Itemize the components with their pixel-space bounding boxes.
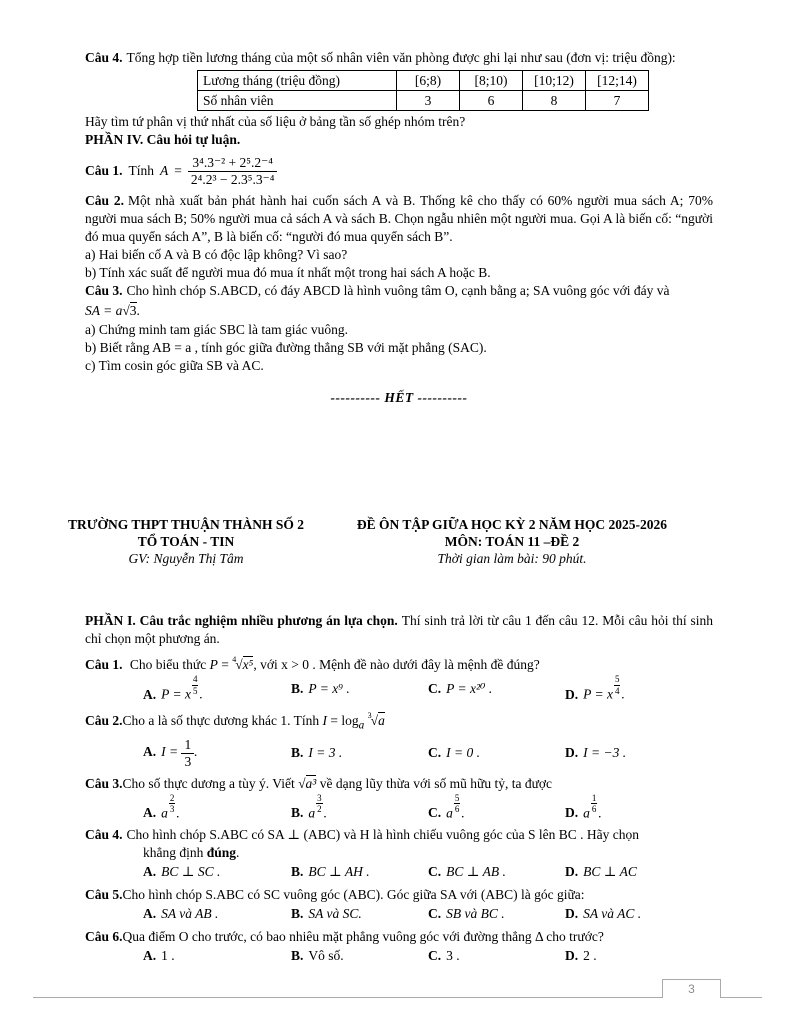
table-cell: [10;12) <box>523 71 586 91</box>
question-text: Tính <box>128 163 155 179</box>
option-d <box>565 744 713 762</box>
option-value: SA và SC. <box>308 906 362 922</box>
question-text: Cho a là số thực dương khác 1. Tính <box>122 713 320 728</box>
question-text: Qua điểm O cho trước, có bao nhiêu mặt phẳng vuông góc với đường thẳng Δ cho trước? <box>122 928 604 944</box>
frequency-table <box>197 70 649 111</box>
option-a <box>143 863 291 881</box>
option-label: D. <box>565 745 579 761</box>
table-cell: 7 <box>586 91 649 111</box>
option-value: Vô số. <box>308 948 344 964</box>
radical-index: 4 <box>232 655 237 664</box>
question-text: Tổng hợp tiền lương tháng của một số nhân viên văn phòng được ghi lại như sau (đơn vị: triệu đồng): <box>126 50 676 65</box>
option-label: C. <box>428 948 442 964</box>
math-variable: I <box>322 713 328 728</box>
period: . <box>136 303 140 319</box>
option-a <box>143 905 291 923</box>
option-c <box>428 947 565 965</box>
option-c <box>428 793 565 822</box>
option-d <box>565 674 713 703</box>
question-label: Câu 4. <box>85 50 123 65</box>
option-value: BC ⊥ AC <box>583 864 637 880</box>
period: . <box>236 844 240 860</box>
page-number: 3 <box>662 979 721 998</box>
option-label: A. <box>143 906 157 922</box>
question-label: Câu 3. <box>85 283 123 299</box>
question-text: Cho hình chóp S.ABCD, có đáy ABCD là hình vuông tâm O, cạnh bằng a; SA vuông góc với đáy và <box>126 283 670 299</box>
school-name: TRƯỜNG THPT THUẬN THÀNH SỐ 2 <box>68 517 304 532</box>
fraction-denominator: 4 <box>614 685 620 696</box>
question-label: Câu 1. <box>85 163 123 179</box>
section-phan-i <box>85 612 713 967</box>
square-root <box>122 302 136 318</box>
option-label: D. <box>565 686 579 702</box>
math-expression: SA = a <box>85 303 123 319</box>
option-value: BC ⊥ SC . <box>161 864 221 880</box>
exponent-fraction <box>614 674 621 696</box>
option-suffix: . <box>323 805 328 821</box>
heading-rest: Thí sinh trả lời từ câu 1 đến câu 12. Mỗi câu hỏi thí sinh chỉ chọn một phương án. <box>85 613 713 646</box>
option-label: D. <box>565 948 579 964</box>
fourth-root <box>232 657 253 672</box>
option-label: D. <box>565 805 579 821</box>
option-label: A. <box>143 686 157 702</box>
question-label: Câu 5. <box>85 886 123 902</box>
question-text: về dạng lũy thừa với số mũ hữu tỷ, ta được <box>319 775 553 791</box>
log-base: a <box>358 719 365 732</box>
fraction-numerator: 4 <box>192 674 198 685</box>
option-label: D. <box>565 906 579 922</box>
mc-question-4 <box>85 826 713 844</box>
exponent-fraction <box>591 793 598 815</box>
exam-title-block <box>306 516 718 567</box>
radicand: a <box>378 713 385 728</box>
tu-luan-cau3-c: c) Tìm cosin góc giữa SB và AC. <box>85 358 264 374</box>
table-cell: [8;10) <box>460 71 523 91</box>
question-label: Câu 6. <box>85 928 123 944</box>
tu-luan-cau2-a: a) Hai biến cố A và B có độc lập không? Vì sao? <box>85 247 348 263</box>
option-value: a <box>308 805 316 821</box>
exponent-fraction <box>454 793 461 815</box>
option-label: B. <box>291 948 304 964</box>
math-fraction <box>181 737 194 769</box>
option-value: P = x <box>161 686 191 702</box>
cube-root <box>368 713 385 728</box>
exponent-fraction <box>169 793 176 815</box>
option-a <box>143 947 291 965</box>
math-variable: P <box>209 657 218 672</box>
question-text: Cho số thực dương a tùy ý. Viết <box>122 775 295 791</box>
option-value: P = x <box>583 686 613 702</box>
option-b <box>291 744 428 762</box>
option-d <box>565 793 713 822</box>
question-cau4-thongke <box>85 49 713 67</box>
option-b <box>291 905 428 923</box>
school-block <box>40 516 332 567</box>
option-label: B. <box>291 864 304 880</box>
question-label: Câu 4. <box>85 826 123 842</box>
fraction-numerator: 1 <box>181 737 194 754</box>
tu-luan-cau2-b: b) Tính xác suất để người mua đó mua ít nhất một trong hai sách A hoặc B. <box>85 265 491 281</box>
mc-question-4-cont <box>85 844 713 862</box>
footer-divider <box>33 997 762 998</box>
mc-options-1 <box>85 674 713 704</box>
question-text: Cho hình chóp S.ABC có SC vuông góc (ABC). Góc giữa SA với (ABC) là góc giữa: <box>122 886 585 902</box>
log-operator: = log <box>330 713 359 728</box>
option-c <box>428 744 565 762</box>
mc-options-3 <box>85 793 713 823</box>
fraction-numerator: 5 <box>614 674 620 685</box>
option-label: B. <box>291 745 304 761</box>
option-b <box>291 947 428 965</box>
fraction-denominator: 5 <box>192 685 198 696</box>
equals-sign: = <box>174 163 182 179</box>
option-suffix: . <box>176 805 180 821</box>
option-d <box>565 905 713 923</box>
tu-luan-cau3-a: a) Chứng minh tam giác SBC là tam giác vuông. <box>85 322 349 338</box>
radicand: 3 <box>129 303 137 319</box>
option-label: A. <box>143 805 157 821</box>
fraction-numerator: 3⁴.3⁻² + 2⁵.2⁻⁴ <box>188 155 278 172</box>
radicand: a³ <box>305 775 317 791</box>
tu-luan-cau3-b: b) Biết rằng AB = a , tính góc giữa đường thẳng SB với mặt phẳng (SAC). <box>85 340 487 356</box>
fraction-numerator: 3 <box>317 793 322 804</box>
mc-options-6 <box>85 946 713 967</box>
table-cell: 8 <box>523 91 586 111</box>
option-label: B. <box>291 906 304 922</box>
math-fraction <box>188 155 278 187</box>
option-label: C. <box>428 745 442 761</box>
mc-question-1 <box>85 651 713 674</box>
fraction-numerator: 1 <box>591 793 597 804</box>
option-value: 1 . <box>161 948 175 964</box>
fraction-denominator: 2 <box>317 804 322 815</box>
option-label: C. <box>428 681 442 696</box>
table-cell: Số nhân viên <box>198 91 397 111</box>
option-label: A. <box>143 744 157 760</box>
exam-duration: Thời gian làm bài: 90 phút. <box>437 551 587 566</box>
option-b <box>291 793 428 822</box>
tu-luan-cau1 <box>85 155 713 187</box>
table-cell: 3 <box>397 91 460 111</box>
option-value: 3 . <box>446 948 460 964</box>
option-suffix: . <box>621 686 625 702</box>
question-text: Một nhà xuất bản phát hành hai cuốn sách A và B. Thống kê cho thấy có 60% người mua sách A; 70% người mua sách B; 50% người mua cả sách A và sách B. Chọn ngẫu nhiên một người mua. Gọi A là biến cố: “người đó mua quyển sách A”, B là biến cố: “người đó mua quyển sách B”. <box>85 193 713 245</box>
mc-question-5 <box>85 886 713 904</box>
option-value: I = <box>161 744 179 760</box>
option-b <box>291 680 428 698</box>
mc-question-3 <box>85 775 713 793</box>
question-cau4-prompt: Hãy tìm tứ phân vị thứ nhất của số liệu ở bảng tần số ghép nhóm trên? <box>85 114 466 129</box>
radical-sign: √ <box>298 775 306 791</box>
question-text: Cho hình chóp S.ABC có SA ⊥ (ABC) và H là hình chiếu vuông góc của S lên BC . Hãy chọn <box>126 826 640 842</box>
table-cell: Lương tháng (triệu đồng) <box>198 71 397 91</box>
option-value: BC ⊥ AH . <box>308 864 370 880</box>
department-name: TỔ TOÁN - TIN <box>137 534 235 549</box>
phan-i-heading <box>85 612 713 648</box>
option-label: B. <box>291 681 304 696</box>
option-suffix: . <box>598 805 602 821</box>
heading-bold: PHẦN I. Câu trắc nghiệm nhiều phương án lựa chọn. <box>85 613 398 628</box>
option-d <box>565 947 713 965</box>
question-text: khẳng định <box>143 844 204 860</box>
table-cell: 6 <box>460 91 523 111</box>
math-variable: A <box>160 163 169 179</box>
emphasized-word: đúng <box>206 844 237 860</box>
option-value: BC ⊥ AB . <box>446 864 506 880</box>
question-label: Câu 2. <box>85 193 124 209</box>
option-value: I = 0 . <box>446 745 480 761</box>
option-label: A. <box>143 864 157 880</box>
exponent-fraction <box>192 674 199 696</box>
option-value: a <box>446 805 453 821</box>
option-label: A. <box>143 948 157 964</box>
exam-subject: MÔN: TOÁN 11 –ĐỀ 2 <box>444 534 580 549</box>
option-label: D. <box>565 864 579 880</box>
option-value: a <box>161 805 168 821</box>
option-c <box>428 905 565 923</box>
option-a <box>143 674 291 703</box>
teacher-name: GV: Nguyễn Thị Tâm <box>128 551 244 566</box>
question-label: Câu 3. <box>85 775 123 791</box>
option-value: SA và AC . <box>583 906 642 922</box>
fraction-denominator: 6 <box>454 804 460 815</box>
option-suffix: . <box>199 686 203 702</box>
option-value: a <box>583 805 590 821</box>
table-cell: [6;8) <box>397 71 460 91</box>
option-c <box>428 863 565 881</box>
question-text: , với x > 0 . Mệnh đề nào dưới đây là mệnh đề đúng? <box>253 657 540 672</box>
option-a <box>143 737 291 769</box>
option-value: SB và BC . <box>446 906 505 922</box>
option-suffix: . <box>194 744 198 760</box>
question-text: Cho biểu thức <box>129 657 207 672</box>
end-marker: ---------- HẾT ---------- <box>330 390 468 406</box>
mc-options-2 <box>85 735 713 772</box>
radical-sign: √ <box>235 657 243 672</box>
option-value: I = 3 . <box>308 745 343 761</box>
option-value: I = −3 . <box>583 745 627 761</box>
question-label: Câu 2. <box>85 713 123 728</box>
fraction-denominator: 3 <box>184 753 192 769</box>
option-d <box>565 863 713 881</box>
option-label: C. <box>428 864 442 880</box>
fraction-denominator: 6 <box>591 804 597 815</box>
option-value: SA và AB . <box>161 906 219 922</box>
exam-title: ĐỀ ÔN TẬP GIỮA HỌC KỲ 2 NĂM HỌC 2025-2026 <box>356 517 668 532</box>
square-root <box>298 775 316 791</box>
fraction-numerator: 2 <box>169 793 175 804</box>
mc-options-4 <box>85 862 713 883</box>
mc-question-2 <box>85 707 713 735</box>
option-label: C. <box>428 906 442 922</box>
option-label: C. <box>428 805 442 821</box>
fraction-numerator: 5 <box>454 793 460 804</box>
radical-sign: √ <box>370 713 379 728</box>
equals-sign: = <box>221 657 229 672</box>
option-value: 2 . <box>583 948 597 964</box>
fraction-denominator: 3 <box>169 804 175 815</box>
option-c <box>428 680 565 698</box>
option-suffix: . <box>461 805 465 821</box>
option-label: B. <box>291 805 304 821</box>
option-value: P = x⁹ . <box>308 681 350 696</box>
exponent-fraction <box>316 793 323 815</box>
phan-iv-heading: PHẦN IV. Câu hỏi tự luận. <box>85 132 241 147</box>
radicand: x⁵ <box>242 657 254 672</box>
mc-question-6 <box>85 928 713 946</box>
option-value: P = x²⁰ . <box>446 681 493 696</box>
table-row <box>198 91 649 111</box>
section-phan-iv <box>85 49 713 407</box>
table-cell: [12;14) <box>586 71 649 91</box>
tu-luan-cau3-formula <box>85 302 713 320</box>
table-row <box>198 71 649 91</box>
fraction-denominator: 2⁴.2³ − 2.3⁵.3⁻⁴ <box>190 171 275 187</box>
mc-options-5 <box>85 904 713 925</box>
radical-index: 3 <box>367 711 372 720</box>
option-b <box>291 863 428 881</box>
tu-luan-cau3 <box>85 282 713 300</box>
radical-sign: √ <box>122 303 130 319</box>
option-a <box>143 793 291 822</box>
question-label: Câu 1. <box>85 657 123 672</box>
tu-luan-cau2 <box>85 192 713 246</box>
